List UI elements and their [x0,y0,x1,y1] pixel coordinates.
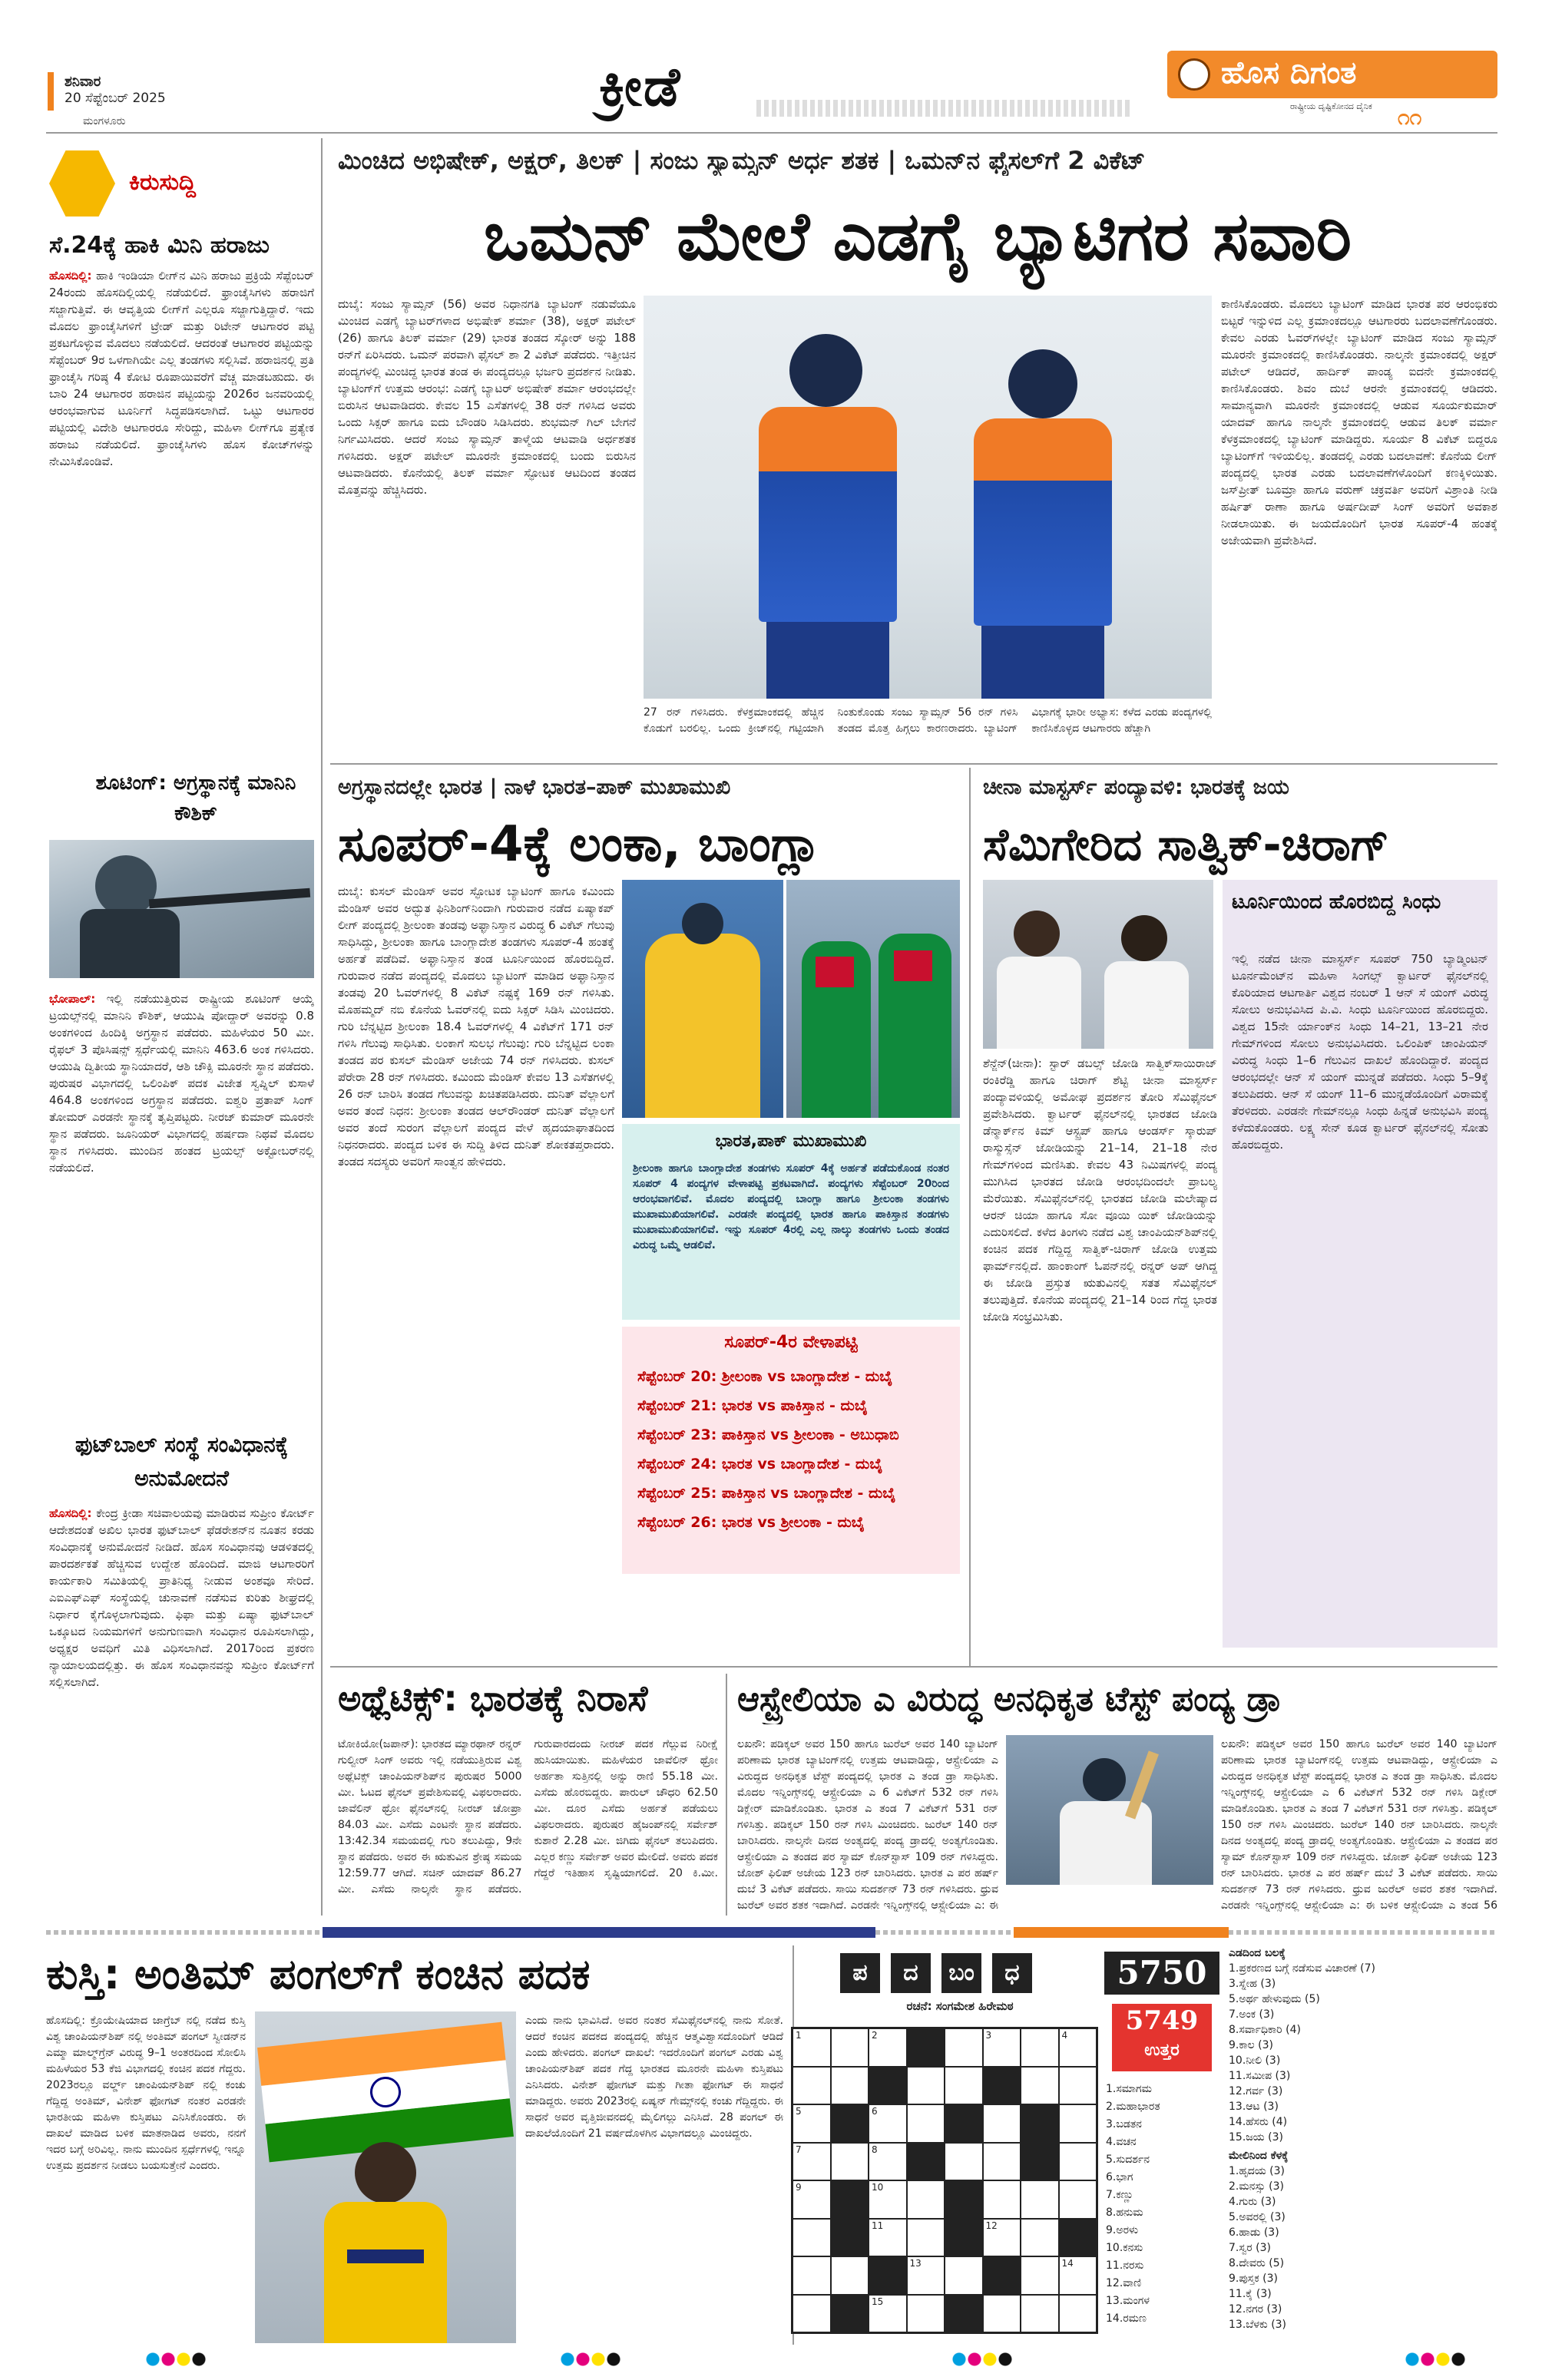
crossword-cell[interactable] [1059,2295,1097,2333]
crossword-cell[interactable] [1059,2028,1097,2067]
kirusuddi-badge [49,147,310,221]
lead-kicker: ಮಿಂಚಿದ ಅಭಿಷೇಕ್, ಅಕ್ಷರ್, ತಿಲಕ್ | ಸಂಜು ಸ್ಯಾಮ್ಸನ್ ಅರ್ಧ ಶತಕ | ಒಮನ್‌ನ ಫೈಸಲ್‌ಗೆ 2 ವಿಕೆಟ್ [338,146,1146,175]
crossword-cell[interactable] [983,2295,1021,2333]
crossword-cell[interactable] [831,2256,869,2295]
masthead-date: 20 ಸೆಪ್ಟೆಂಬರ್ 2025 [65,91,166,106]
crossword-cell-number: 5 [796,2106,802,2117]
bangladesh-photo [786,880,960,1118]
across-clue: 15.ಜಯ (3) [1229,2131,1283,2144]
super4-text: ದುಬೈ: ಕುಸಲ್ ಮೆಂಡಿಸ್ ಅವರ ಸ್ಫೋಟಕ ಬ್ಯಾಟಿಂಗ್ ಹಾಗೂ ಕಮಿಂದು ಮೆಂಡಿಸ್ ಅವರ ಅದ್ಭುತ ಫಿನಿಶಿಂಗ್‌ನಿಂದಾಗಿ ಗುರುವಾರ ನಡೆದ ಏಷ್ಯಾಕಪ್ ಲೀಗ್ ಪಂದ್ಯದಲ್ಲಿ ಶ್ರೀಲಂಕಾ ತಂಡವು ಅಫ್ಘಾನಿಸ್ತಾನ ವಿರುದ್ಧ 6 ವಿಕೆಟ್ ಗೆಲುವು ಸಾಧಿಸಿದ್ದು, ಶ್ರೀಲಂಕಾ ಹಾಗೂ ಬಾಂಗ್ಲಾದೇಶ ತಂಡಗಳು ಸೂಪರ್-4 ಹಂತಕ್ಕೆ ಅರ್ಹತೆ ಪಡೆದಿವೆ. ಅಫ್ಘಾನಿಸ್ತಾನ ತಂಡ ಟೂರ್ನಿಯಿಂದ ಹೊರಬಿದ್ದಿದೆ. ಗುರುವಾರ ನಡೆದ ಪಂದ್ಯದಲ್ಲಿ ಮೊದಲು ಬ್ಯಾಟಿಂಗ್ ಮಾಡಿದ ಅಫ್ಘಾನಿಸ್ತಾನ ತಂಡವು 20 ಓವರ್‌ಗಳಲ್ಲಿ 8 ವಿಕೆಟ್ ನಷ್ಟಕ್ಕೆ 169 ರನ್ ಗಳಿಸಿತು. ಮೊಹಮ್ಮದ್ ನಬಿ ಕೊನೆಯ ಓವರ್‌ನಲ್ಲಿ ಐದು ಸಿಕ್ಸರ್ ಸಿಡಿಸಿ ಮಿಂಚಿದರು. ಗುರಿ ಬೆನ್ನಟ್ಟಿದ ಶ್ರೀಲಂಕಾ 18.4 ಓವರ್‌ಗಳಲ್ಲಿ 4 ವಿಕೆಟ್‌ಗೆ 171 ರನ್ ಗಳಿಸಿ ಗೆಲುವು ಸಾಧಿಸಿತು. ಲಂಕಾಗೆ ಸುಲಭ ಗೆಲುವು: ಗುರಿ ಬೆನ್ನಟ್ಟಿದ ಲಂಕಾ ತಂಡದ ಪರ ಕುಸಲ್ ಮೆಂಡಿಸ್ ಅಜೇಯ 74 ರನ್ ಗಳಿಸಿದರು. ಕುಸಲ್ ಪೆರೇರಾ 28 ರನ್ ಗಳಿಸಿದರು. ಕಮಿಂದು ಮೆಂಡಿಸ್ ಕೇವಲ 13 ಎಸೆತಗಳಲ್ಲಿ 26 ರನ್ ಬಾರಿಸಿ ತಂಡದ ಗೆಲುವನ್ನು ಖಚಿತಪಡಿಸಿದರು. ದುನಿತ್ ವೆಲ್ಲಾಲಗೆ ಅವರ ತಂದೆ ನಿಧನ: ಶ್ರೀಲಂಕಾ ತಂಡದ ಆಲ್‌ರೌಂಡರ್ ದುನಿತ್ ವೆಲ್ಲಾಲಗೆ ಅವರ ತಂದೆ ಸುರಂಗ ವೆಲ್ಲಾಲಗೆ ಪಂದ್ಯದ ವೇಳೆ ಹೃದಯಾಘಾತದಿಂದ ನಿಧನರಾದರು. ಪಂದ್ಯದ ಬಳಿಕ ಈ ಸುದ್ದಿ ತಿಳಿದ ದುನಿತ್ ಶೋಕತಪ್ತರಾದರು. ತಂಡದ ಸದಸ್ಯರು ಅವರಿಗೆ ಸಾಂತ್ವನ ಹೇಳಿದರು. [338,884,614,1169]
crossword-cell[interactable] [793,2143,831,2181]
across-clue: 8.ಸರ್ವಾಧಿಕಾರಿ (4) [1229,2024,1301,2036]
crossword-cell[interactable] [1021,2256,1059,2295]
test-text-left: ಲಖನೌ: ಪಡಿಕ್ಕಲ್ ಅವರ 150 ಹಾಗೂ ಜುರೆಲ್ ಅವರ 140 ಬ್ಯಾಟಿಂಗ್ ಪರಿಣಾಮ ಭಾರತ ಬ್ಯಾಟಿಂಗ್‌ನಲ್ಲಿ ಉತ್ತಮ ಆಟವಾಡಿದ್ದು, ಆಸ್ಟ್ರೇಲಿಯಾ ಎ ವಿರುದ್ಧದ ಅನಧಿಕೃತ ಟೆಸ್ಟ್ ಪಂದ್ಯದಲ್ಲಿ ಭಾರತ ಎ ತಂಡ ಡ್ರಾ ಸಾಧಿಸಿತು. ಮೊದಲ ಇನ್ನಿಂಗ್ಸ್‌ನಲ್ಲಿ ಆಸ್ಟ್ರೇಲಿಯಾ ಎ 6 ವಿಕೆಟ್‌ಗೆ 532 ರನ್ ಗಳಿಸಿ ಡಿಕ್ಲೇರ್ ಮಾಡಿಕೊಂಡಿತು. ಭಾರತ ಎ ತಂಡ 7 ವಿಕೆಟ್‌ಗೆ 531 ರನ್ ಗಳಿಸಿತ್ತು. ಪಡಿಕ್ಕಲ್ 150 ರನ್ ಗಳಿಸಿ ಮಿಂಚಿದರು. ಜುರೆಲ್ 140 ರನ್ ಬಾರಿಸಿದರು. ನಾಲ್ಕನೇ ದಿನದ ಅಂತ್ಯದಲ್ಲಿ ಪಂದ್ಯ ಡ್ರಾದಲ್ಲಿ ಅಂತ್ಯಗೊಂಡಿತು. ಆಸ್ಟ್ರೇಲಿಯಾ ಎ ತಂಡದ ಪರ ಸ್ಯಾಮ್ ಕೊನ್‌ಸ್ಟಾಸ್ 109 ರನ್ ಗಳಿಸಿದ್ದರು. ಜೋಶ್ ಫಿಲಿಪ್ ಅಜೇಯ 123 ರನ್ ಬಾರಿಸಿದರು. ಭಾರತ ಎ ಪರ ಹರ್ಷ್ ದುಬೆ 3 ವಿಕೆಟ್ ಪಡೆದರು. ಸಾಯಿ ಸುದರ್ಶನ್ 73 ರನ್ ಗಳಿಸಿದರು. ಧ್ರುವ ಜುರೆಲ್ ಅವರ ಶತಕ ಇದಾಗಿದೆ. ಎರಡನೇ ಇನ್ನಿಂಗ್ಸ್‌ನಲ್ಲಿ ಆಸ್ಟ್ರೇಲಿಯಾ ಎ: ಈ [737,1738,998,1912]
crossword-cell[interactable] [793,2028,831,2067]
brief-hockey-dateline: ಹೊಸದಿಲ್ಲಿ: [49,269,92,283]
brand-tagline: ರಾಷ್ಟ್ರೀಯ ದೃಷ್ಟಿಕೋನದ ದೈನಿಕ [1290,101,1372,111]
color-strip [46,1927,1497,1938]
schedule-row: ಸೆಪ್ಟೆಂಬರ್ 23: ಪಾಕಿಸ್ತಾನ vs ಶ್ರೀಲಂಕಾ - ಅಬುಧಾಬಿ [637,1426,899,1443]
schedule-row: ಸೆಪ್ಟೆಂಬರ್ 20: ಶ್ರೀಲಂಕಾ vs ಬಾಂಗ್ಲಾದೇಶ - ದುಬೈ [637,1368,893,1385]
crossword-cell[interactable] [869,2219,907,2257]
left-col-rule [321,138,323,1916]
mid-clue: 12.ವಾಣಿ [1106,2277,1142,2289]
crossword-cell-number: 9 [796,2182,802,2193]
crossword-cell[interactable] [907,2067,945,2105]
athletics-rule [726,1674,727,1916]
crossword-block [869,2256,907,2295]
across-clue: 12.ಗರ್ವ (3) [1229,2085,1283,2097]
schedule-list [627,1362,957,1537]
brief-hockey-body: ಹಾಕಿ ಇಂಡಿಯಾ ಲೀಗ್‌ನ ಮಿನಿ ಹರಾಜು ಪ್ರಕ್ರಿಯೆ ಸೆಪ್ಟೆಂಬರ್ 24ರಂದು ಹೊಸದಿಲ್ಲಿಯಲ್ಲಿ ನಡೆಯಲಿದೆ. ಫ್ರಾಂಚೈಸಿಗಳು ಹರಾಜಿಗೆ ಸಜ್ಜಾಗುತ್ತಿವೆ. ಈ ಆವೃತ್ತಿಯ ಲೀಗ್‌ಗೆ ಎಲ್ಲರೂ ಸಜ್ಜಾಗುತ್ತಿದ್ದಾರೆ. ಇದು ಮೊದಲ ಫ್ರಾಂಚೈಸಿಗಳಿಗೆ ಟ್ರೇಡ್ ಮತ್ತು ರಿಟೇನ್ ಆಟಗಾರರ ಪಟ್ಟಿ ಪ್ರಕಟಗೊಳ್ಳುವ ಮೊದಲು ನಡೆಯಲಿದೆ. ಆದರಂತೆ ಆಟಗಾರರ ಪಟ್ಟಿಯನ್ನು ಸೆಪ್ಟೆಂಬರ್ 9ರ ಒಳಗಾಗಿಯೇ ಎಲ್ಲ ತಂಡಗಳು ಸಲ್ಲಿಸಿವೆ. ಹರಾಜಿನಲ್ಲಿ ಪ್ರತಿ ಫ್ರಾಂಚೈಸಿ ಗರಿಷ್ಠ 4 ಕೋಟಿ ರೂಪಾಯಿವರೆಗೆ ವೆಚ್ಚ ಮಾಡಬಹುದು. ಈ ಬಾರಿ 24 ಆಟಗಾರರ ಹರಾಜಿನ ಪಟ್ಟಿಯನ್ನು 2026ರ ಜನವರಿಯಲ್ಲಿ ಆರಂಭವಾಗುವ ಟೂರ್ನಿಗೆ ಸಿದ್ಧಪಡಿಸಲಾಗಿದೆ. ಒಟ್ಟು ಆಟಗಾರರ ಪಟ್ಟಿಯಲ್ಲಿ ವಿದೇಶಿ ಆಟಗಾರರೂ ಸೇರಿದ್ದು, ಮಹಿಳಾ ಲೀಗ್‌ಗೂ ಪ್ರತ್ಯೇಕ ಹರಾಜು ನಡೆಯಲಿದೆ. ಫ್ರಾಂಚೈಸಿಗಳು ಹೊಸ ಕೋಚ್‌ಗಳನ್ನು ನೇಮಿಸಿಕೊಂಡಿವೆ. [49,269,314,468]
down-clue: 9.ಪುಸ್ತಕ (3) [1229,2273,1278,2285]
crossword-cell[interactable] [983,2143,1021,2181]
crossword-cell[interactable] [1021,2028,1059,2067]
mid-clue: 1.ಸಮಾಗಮ [1106,2083,1152,2095]
accent-bar [48,72,54,111]
down-clue: 8.ದೇವರು (5) [1229,2257,1285,2269]
crossword-block [907,2143,945,2181]
crossword-cell[interactable] [793,2104,831,2143]
down-clue: 4.ಗುರು (3) [1229,2196,1276,2208]
schedule-row: ಸೆಪ್ಟೆಂಬರ್ 24: ಭಾರತ vs ಬಾಂಗ್ಲಾದೇಶ - ದುಬೈ [637,1456,883,1473]
lead-headline: ಒಮನ್ ಮೇಲೆ ಎಡಗೈ ಬ್ಯಾಟಿಗರ ಸವಾರಿ [483,197,1352,276]
down-clue: 2.ಮನಸ್ಸು (3) [1229,2180,1284,2193]
crossword-cell-number: 11 [872,2220,884,2231]
crossword-clues [1229,1945,1497,2345]
mid-clue: 13.ಮಂಗಳ [1106,2295,1150,2307]
brand-box [1167,51,1497,98]
crossword-cell[interactable] [869,2104,907,2143]
crossword-cell[interactable] [869,2180,907,2219]
schedule-row: ಸೆಪ್ಟೆಂಬರ್ 25: ಪಾಕಿಸ್ತಾನ vs ಬಾಂಗ್ಲಾದೇಶ - ದುಬೈ [637,1485,896,1502]
crossword-cell[interactable] [1021,2180,1059,2219]
mid-clue: 3.ಬಡತನ [1106,2118,1142,2130]
crossword-block [831,2180,869,2219]
crossword-cell[interactable] [907,2180,945,2219]
badminton-kicker: ಚೀನಾ ಮಾಸ್ಟರ್ಸ್ ಪಂದ್ಯಾವಳಿ: ಭಾರತಕ್ಕೆ ಜಯ [983,775,1289,799]
brief-football-title: ಫುಟ್‌ಬಾಲ್ ಸಂಸ್ಥೆ ಸಂವಿಧಾನಕ್ಕೆ ಅನುಮೋದನೆ [74,1432,289,1491]
test-headline: ಆಸ್ಟ್ರೇಲಿಯಾ ಎ ವಿರುದ್ಧ ಅನಧಿಕೃತ ಟೆಸ್ಟ್ ಪಂದ್ಯ ಡ್ರಾ [737,1680,1282,1719]
sindhu-box-text: ಇಲ್ಲಿ ನಡೆದ ಚೀನಾ ಮಾಸ್ಟರ್ಸ್ ಸೂಪರ್ 750 ಬ್ಯಾಡ್ಮಿಂಟನ್ ಟೂರ್ನಮೆಂಟ್‌ನ ಮಹಿಳಾ ಸಿಂಗಲ್ಸ್ ಕ್ವಾರ್ಟರ್ ಫೈನಲ್‌ನಲ್ಲಿ ಕೊರಿಯಾದ ಆಟಗಾರ್ತಿ ವಿಶ್ವದ ನಂಬರ್ 1 ಆನ್ ಸೆ ಯಂಗ್ ವಿರುದ್ಧ ಸೋಲು ಅನುಭವಿಸಿದ ಪಿ.ವಿ. ಸಿಂಧು ಟೂರ್ನಿಯಿಂದ ಹೊರಬಿದ್ದರು. ವಿಶ್ವದ 15ನೇ ರ್ಯಾಂಕ್‌ನ ಸಿಂಧು 14–21, 13–21 ನೇರ ಗೇಮ್‌ಗಳಿಂದ ಸೋಲು ಅನುಭವಿಸಿದರು. ಒಲಿಂಪಿಕ್ ಚಾಂಪಿಯನ್ ವಿರುದ್ಧ ಸಿಂಧು 1–6 ಗೆಲುವಿನ ದಾಖಲೆ ಹೊಂದಿದ್ದಾರೆ. ಪಂದ್ಯದ ಆರಂಭದಲ್ಲೇ ಆನ್ ಸೆ ಯಂಗ್ ಮುನ್ನಡೆ ಪಡೆದರು. ಸಿಂಧು 5–9ಕ್ಕೆ ತಲುಪಿದರು. ಆನ್ ಸೆ ಯಂಗ್ 11–6 ಮುನ್ನಡೆಯೊಂದಿಗೆ ವಿರಾಮಕ್ಕೆ ತೆರಳಿದರು. ಎರಡನೇ ಗೇಮ್‌ನಲ್ಲೂ ಸಿಂಧು ಹಿನ್ನಡೆ ಅನುಭವಿಸಿ ಪಂದ್ಯ ಕಳೆದುಕೊಂಡರು. ಲಕ್ಷ್ಯ ಸೇನ್ ಕೂಡ ಕ್ವಾರ್ಟರ್ ಫೈನಲ್‌ನಲ್ಲಿ ಸೋತು ಹೊರಬಿದ್ದರು. [1232,952,1488,1152]
answer-badge-label: ಉತ್ತರ [1144,2041,1180,2060]
lead-bottom-rule [330,763,1497,765]
mid-clue: 14.ರಮಣ [1106,2312,1147,2325]
crossword-cell[interactable] [945,2028,983,2067]
mid-col-rule [969,768,971,1666]
crossword-block [831,2219,869,2257]
crossword-block [983,2067,1021,2105]
across-clue: 3.ಸ್ನೇಹ (3) [1229,1978,1276,1990]
crossword-author: ರಚನೆ: ಸಂಗಮೇಶ ಹಿರೇಮಠ [906,1999,1014,2013]
crossword-cell[interactable] [945,2143,983,2181]
down-clue: 13.ಬೆಳಕು (3) [1229,2319,1287,2331]
answer-badge-number: 5749 [1125,2005,1199,2036]
across-clue: 9.ಕಾಲ (3) [1229,2039,1273,2051]
mid-clue: 8.ಹನುಮ [1106,2206,1143,2219]
down-clue: 12.ನಗರ (3) [1229,2303,1282,2316]
mid-bottom-rule [330,1666,1497,1668]
brief-football-text [49,1505,314,1912]
wrestler-photo [255,2011,516,2343]
mid-clue: 11.ನರಸು [1106,2259,1144,2272]
crossword-cell[interactable] [1021,2067,1059,2105]
crossword-cell[interactable] [983,2104,1021,2143]
crossword-cell[interactable] [1021,2295,1059,2333]
badminton-headline: ಸೆಮಿಗೇರಿದ ಸಾತ್ವಿಕ್-ಚಿರಾಗ್ [983,818,1389,871]
crossword-block [945,2104,983,2143]
across-clue: 13.ಆಟ (3) [1229,2101,1279,2113]
across-clue: 11.ಸಮೀಪ (3) [1229,2070,1291,2082]
crossword-block [945,2295,983,2333]
crossword-cell-number: 15 [872,2296,884,2307]
lead-photo [644,296,1212,699]
crossword-cell[interactable] [831,2028,869,2067]
crossword-cell-number: 4 [1061,2030,1068,2041]
brief-football-body: ಕೇಂದ್ರ ಕ್ರೀಡಾ ಸಚಿವಾಲಯವು ಮಾಡಿರುವ ಸುಪ್ರೀಂ ಕೋರ್ಟ್ ಆದೇಶದಂತೆ ಅಖಿಲ ಭಾರತ ಫುಟ್‌ಬಾಲ್ ಫೆಡರೇಶನ್‌ನ ನೂತನ ಕರಡು ಸಂವಿಧಾನಕ್ಕೆ ಅನುಮೋದನೆ ನೀಡಿದೆ. ಹೊಸ ಸಂವಿಧಾನವು ಆಡಳಿತದಲ್ಲಿ ಪಾರದರ್ಶಕತೆ ಹೆಚ್ಚಿಸುವ ಉದ್ದೇಶ ಹೊಂದಿದೆ. ಮಾಜಿ ಆಟಗಾರರಿಗೆ ಕಾರ್ಯಕಾರಿ ಸಮಿತಿಯಲ್ಲಿ ಪ್ರಾತಿನಿಧ್ಯ ನೀಡುವ ಅಂಶವೂ ಸೇರಿದೆ. ಎಐಎಫ್‌ಎಫ್ ಸಂಸ್ಥೆಯಲ್ಲಿ ಚುನಾವಣೆ ನಡೆಸುವ ಕುರಿತು ಶೀಘ್ರದಲ್ಲಿ ನಿರ್ಧಾರ ಕೈಗೊಳ್ಳಲಾಗುವುದು. ಫಿಫಾ ಮತ್ತು ಏಷ್ಯಾ ಫುಟ್‌ಬಾಲ್ ಒಕ್ಕೂಟದ ನಿಯಮಗಳಿಗೆ ಅನುಗುಣವಾಗಿ ಸಂವಿಧಾನ ರೂಪಿಸಲಾಗಿದ್ದು, ಅಧ್ಯಕ್ಷರ ಅವಧಿಗೆ ಮಿತಿ ವಿಧಿಸಲಾಗಿದೆ. 2017ರಿಂದ ಪ್ರಕರಣ ನ್ಯಾಯಾಲಯದಲ್ಲಿತ್ತು. ಈ ಹೊಸ ಸಂವಿಧಾನವನ್ನು ಸುಪ್ರೀಂ ಕೋರ್ಟ್‌ಗೆ ಸಲ್ಲಿಸಲಾಗಿದೆ. [49,1506,314,1689]
crossword-letter-box: ದ [891,1953,931,1993]
brief-hockey-title: ಸೆ.24ಕ್ಕೆ ಹಾಕಿ ಮಿನಿ ಹರಾಜು [49,232,270,259]
sindhu-box [1223,880,1497,1648]
masthead-rule [756,100,1133,117]
brand-name: ಹೊಸ ದಿಗಂತ [1221,55,1357,91]
down-clue: 7.ಸ್ವರ (3) [1229,2242,1271,2254]
test-text-right [1221,1737,1497,1913]
crossword-cell[interactable] [869,2143,907,2181]
athletics-headline: ಅಥ್ಲೆಟಿಕ್ಸ್: ಭಾರತಕ್ಕೆ ನಿರಾಸೆ [338,1678,648,1719]
crossword-cell[interactable] [793,2256,831,2295]
schedule-row: ಸೆಪ್ಟೆಂಬರ್ 21: ಭಾರತ vs ಪಾಕಿಸ್ತಾನ - ದುಬೈ [637,1397,868,1414]
crossword-block [945,2219,983,2257]
mid-clue: 6.ಭಾಗ [1106,2171,1133,2183]
brief-hockey-text [49,267,314,739]
crossword-block [1021,2143,1059,2181]
super4-headline: ಸೂಪರ್-4ಕ್ಕೆ ಲಂಕಾ, ಬಾಂಗ್ಲಾ [338,816,821,873]
masthead [0,0,1542,130]
crossword-cell[interactable] [983,2180,1021,2219]
test-text-right-body: ಲಖನೌ: ಪಡಿಕ್ಕಲ್ ಅವರ 150 ಹಾಗೂ ಜುರೆಲ್ ಅವರ 140 ಬ್ಯಾಟಿಂಗ್ ಪರಿಣಾಮ ಭಾರತ ಬ್ಯಾಟಿಂಗ್‌ನಲ್ಲಿ ಉತ್ತಮ ಆಟವಾಡಿದ್ದು, ಆಸ್ಟ್ರೇಲಿಯಾ ಎ ವಿರುದ್ಧದ ಅನಧಿಕೃತ ಟೆಸ್ಟ್ ಪಂದ್ಯದಲ್ಲಿ ಭಾರತ ಎ ತಂಡ ಡ್ರಾ ಸಾಧಿಸಿತು. ಮೊದಲ ಇನ್ನಿಂಗ್ಸ್‌ನಲ್ಲಿ ಆಸ್ಟ್ರೇಲಿಯಾ ಎ 6 ವಿಕೆಟ್‌ಗೆ 532 ರನ್ ಗಳಿಸಿ ಡಿಕ್ಲೇರ್ ಮಾಡಿಕೊಂಡಿತು. ಭಾರತ ಎ ತಂಡ 7 ವಿಕೆಟ್‌ಗೆ 531 ರನ್ ಗಳಿಸಿತ್ತು. ಪಡಿಕ್ಕಲ್ 150 ರನ್ ಗಳಿಸಿ ಮಿಂಚಿದರು. ಜುರೆಲ್ 140 ರನ್ ಬಾರಿಸಿದರು. ನಾಲ್ಕನೇ ದಿನದ ಅಂತ್ಯದಲ್ಲಿ ಪಂದ್ಯ ಡ್ರಾದಲ್ಲಿ ಅಂತ್ಯಗೊಂಡಿತು. ಆಸ್ಟ್ರೇಲಿಯಾ ಎ ತಂಡದ ಪರ ಸ್ಯಾಮ್ ಕೊನ್‌ಸ್ಟಾಸ್ 109 ರನ್ ಗಳಿಸಿದ್ದರು. ಜೋಶ್ ಫಿಲಿಪ್ ಅಜೇಯ 123 ರನ್ ಬಾರಿಸಿದರು. ಭಾರತ ಎ ಪರ ಹರ್ಷ್ ದುಬೆ 3 ವಿಕೆಟ್ ಪಡೆದರು. ಸಾಯಿ ಸುದರ್ಶನ್ 73 ರನ್ ಗಳಿಸಿದರು. ಧ್ರುವ ಜುರೆಲ್ ಅವರ ಶತಕ ಇದಾಗಿದೆ. ಎರಡನೇ ಇನ್ನಿಂಗ್ಸ್‌ನಲ್ಲಿ ಆಸ್ಟ್ರೇಲಿಯಾ ಎ: ಈ ಬಳಿಕ ಆಸ್ಟ್ರೇಲಿಯಾ ಎ ತಂಡ 56 [1221,1738,1497,1912]
crossword-block [945,2180,983,2219]
crossword-cell-number: 10 [872,2182,884,2193]
indpak-box [622,1124,960,1320]
crossword-cell[interactable] [869,2028,907,2067]
masthead-day: ಶನಿವಾರ [65,74,101,90]
indpak-box-text: ಶ್ರೀಲಂಕಾ ಹಾಗೂ ಬಾಂಗ್ಲಾದೇಶ ತಂಡಗಳು ಸೂಪರ್ 4ಕ್ಕೆ ಅರ್ಹತೆ ಪಡೆದುಕೊಂಡ ನಂತರ ಸೂಪರ್ 4 ಪಂದ್ಯಗಳ ವೇಳಾಪಟ್ಟಿ ಪ್ರಕಟವಾಗಿದೆ. ಪಂದ್ಯಗಳು ಸೆಪ್ಟೆಂಬರ್ 20ರಿಂದ ಆರಂಭವಾಗಲಿವೆ. ಮೊದಲ ಪಂದ್ಯದಲ್ಲಿ ಬಾಂಗ್ಲಾ ಹಾಗೂ ಶ್ರೀಲಂಕಾ ತಂಡಗಳು ಮುಖಾಮುಖಿಯಾಗಲಿವೆ. ಎರಡನೇ ಪಂದ್ಯದಲ್ಲಿ ಭಾರತ ಹಾಗೂ ಪಾಕಿಸ್ತಾನ ತಂಡಗಳು ಮುಖಾಮುಖಿಯಾಗಲಿವೆ. ಇನ್ನು ಸೂಪರ್ 4ರಲ್ಲಿ ಎಲ್ಲ ನಾಲ್ಕು ತಂಡಗಳು ಒಂದು ತಂಡದ ವಿರುದ್ಧ ಒಮ್ಮೆ ಆಡಲಿವೆ. [633,1162,949,1251]
crossword-block [907,2028,945,2067]
crossword-block [831,2295,869,2333]
badminton-photo [983,880,1213,1049]
crossword-cell-number: 13 [909,2258,922,2269]
mid-clue: 7.ಕಣ್ಣು [1106,2189,1134,2201]
down-title: ಮೇಲಿನಿಂದ ಕೆಳಕ್ಕೆ [1229,2150,1289,2162]
crossword-cell-number: 2 [872,2030,878,2041]
crossword-cell[interactable] [793,2067,831,2105]
crossword-cell[interactable] [983,2219,1021,2257]
crossword-cell[interactable] [793,2219,831,2257]
crossword-cell-number: 1 [796,2030,802,2041]
mid-clue: 10.ಕನಸು [1106,2242,1143,2254]
crossword-block [869,2067,907,2105]
player-right [966,349,1120,699]
crossword-cell-number: 6 [872,2106,878,2117]
srilanka-photo [622,880,783,1118]
across-title: ಎಡದಿಂದ ಬಲಕ್ಕೆ [1229,1947,1286,1959]
athletics-text: ಟೋಕಿಯೋ(ಜಪಾನ್): ಭಾರತದ ಮ್ಯಾರಥಾನ್ ರನ್ನರ್ ಗುಲ್ವೀರ್ ಸಿಂಗ್ ಅವರು ಇಲ್ಲಿ ನಡೆಯುತ್ತಿರುವ ವಿಶ್ವ ಅಥ್ಲೆಟಿಕ್ಸ್ ಚಾಂಪಿಯನ್‌ಶಿಪ್‌ನ ಪುರುಷರ 5000 ಮೀ. ಓಟದ ಫೈನಲ್ ಪ್ರವೇಶಿಸುವಲ್ಲಿ ವಿಫಲರಾದರು. ಜಾವೆಲಿನ್ ಥ್ರೋ ಫೈನಲ್‌ನಲ್ಲಿ ನೀರಜ್ ಚೋಪ್ರಾ 84.03 ಮೀ. ಎಸೆದು ಎಂಟನೇ ಸ್ಥಾನ ಪಡೆದರು. 13:42.34 ಸಮಯದಲ್ಲಿ ಗುರಿ ತಲುಪಿದ್ದು, 9ನೇ ಸ್ಥಾನ ಪಡೆದರು. ಅವರ ಈ ಋತುವಿನ ಶ್ರೇಷ್ಠ ಸಮಯ 12:59.77 ಆಗಿದೆ. ಸಚಿನ್ ಯಾದವ್ 86.27 ಮೀ. ಎಸೆದು ನಾಲ್ಕನೇ ಸ್ಥಾನ ಪಡೆದರು. ಗುರುವಾರದಂದು ನೀರಜ್ ಪದಕ ಗೆಲ್ಲುವ ನಿರೀಕ್ಷೆ ಹುಸಿಯಾಯಿತು. ಮಹಿಳೆಯರ ಜಾವೆಲಿನ್ ಥ್ರೋ ಅರ್ಹತಾ ಸುತ್ತಿನಲ್ಲಿ ಅನ್ನು ರಾಣಿ 55.18 ಮೀ. ಎಸೆದು ಹೊರಬಿದ್ದರು. ಪಾರುಲ್ ಚೌಧರಿ 62.50 ಮೀ. ದೂರ ಎಸೆದು ಅರ್ಹತೆ ಪಡೆಯಲು ವಿಫಲರಾದರು. ಪುರುಷರ ಹೈಜಂಪ್‌ನಲ್ಲಿ ಸರ್ವೇಶ್ ಕುಶಾರೆ 2.28 ಮೀ. ಜಿಗಿದು ಫೈನಲ್ ತಲುಪಿದರು. ಎಲ್ಲರ ಕಣ್ಣು ಸರ್ವೇಶ್ ಅವರ ಮೇಲಿದೆ. ಅವರು ಪದಕ ಗೆದ್ದರೆ ಇತಿಹಾಸ ಸೃಷ್ಟಿಯಾಗಲಿದೆ. 20 ಕಿ.ಮೀ. [338,1738,718,1896]
across-clue: 5.ಅರ್ಥ ಹೇಳುವುದು (5) [1229,1993,1320,2005]
crossword-cell[interactable] [907,2219,945,2257]
shooter-photo [49,840,314,978]
crossword-cell[interactable] [793,2180,831,2219]
brief-shooting-text [49,990,314,1405]
kirusuddi-label: ಕಿರುಸುದ್ದಿ [129,169,197,196]
super4-kicker: ಅಗ್ರಸ್ಥಾನದಲ್ಲೇ ಭಾರತ | ನಾಳೆ ಭಾರತ–ಪಾಕ್ ಮುಖಾಮುಖಿ [338,775,731,799]
wrestling-col1: ಹೊಸದಿಲ್ಲಿ: ಕ್ರೊಯೇಷಿಯಾದ ಜಾಗ್ರೆಬ್ ನಲ್ಲಿ ನಡೆದ ಕುಸ್ತಿ ವಿಶ್ವ ಚಾಂಪಿಯನ್‌ಶಿಪ್‌ ನಲ್ಲಿ ಅಂತಿಮ್ ಪಂಗಲ್ ಸ್ವೀಡನ್‌ನ ಎಮ್ಮಾ ಮಾಲ್ಮ್‌ಗ್ರೆನ್ ವಿರುದ್ಧ 9–1 ಅಂತರದಿಂದ ಸೋಲಿಸಿ ಮಹಿಳೆಯರ 53 ಕೆಜಿ ವಿಭಾಗದಲ್ಲಿ ಕಂಚಿನ ಪದಕ ಗೆದ್ದರು. 2023ರಲ್ಲೂ ವರ್ಲ್ಡ್ ಚಾಂಪಿಯನ್‌ಶಿಪ್ ನಲ್ಲಿ ಕಂಚು ಗೆದ್ದಿದ್ದ ಅಂತಿಮ್, ವಿನೇಶ್ ಫೋಗಟ್ ನಂತರ ಎರಡನೇ ಭಾರತೀಯ ಮಹಿಳಾ ಕುಸ್ತಿಪಟು ಎನಿಸಿಕೊಂಡರು. ಈ ದಾಖಲೆ ಮಾಡಿದ ಬಳಿಕ ಮಾತನಾಡಿದ ಅವರು, ನನಗೆ ಇದರ ಬಗ್ಗೆ ಅರಿವಿಲ್ಲ. ನಾನು ಮುಂದಿನ ಸ್ಪರ್ಧೆಗಳಲ್ಲಿ ಇನ್ನೂ ಉತ್ತಮ ಪ್ರದರ್ಶನ ನೀಡಲು ಬಯಸುತ್ತೇನೆ ಎಂದರು. [46,2015,246,2172]
down-clue: 1.ಹೃದಯ (3) [1229,2165,1286,2177]
crossword-cell[interactable] [1021,2219,1059,2257]
crossword-title [806,1950,1098,1996]
crossword-cell[interactable] [869,2295,907,2333]
indpak-box-title: ಭಾರತ,ಪಾಕ್ ಮುಖಾಮುಖಿ [715,1132,867,1151]
hand-icon [49,150,115,217]
lead-col2: ಕಾಣಿಸಿಕೊಂಡರು. ಮೊದಲು ಬ್ಯಾಟಿಂಗ್ ಮಾಡಿದ ಭಾರತ ಪರ ಆರಂಭಿಕರು ಬಿಟ್ಟರೆ ಇನ್ನುಳಿದ ಎಲ್ಲ ಕ್ರಮಾಂಕದಲ್ಲೂ ಆಟಗಾರರು ಬದಲಾವಣೆಗೊಂಡರು. ಕೇವಲ ಎರಡು ಓವರ್‌ಗಳಲ್ಲೇ ಬ್ಯಾಟಿಂಗ್ ಮಾಡಿದ ಸಂಜು ಸ್ಯಾಮ್ಸನ್ ಮೂರನೇ ಕ್ರಮಾಂಕದಲ್ಲಿ ಕಾಣಿಸಿಕೊಂಡರು. ನಾಲ್ಕನೇ ಕ್ರಮಾಂಕದಲ್ಲಿ ಅಕ್ಷರ್ ಪಟೇಲ್ ಆಡಿದರೆ, ಹಾರ್ದಿಕ್ ಪಾಂಡ್ಯ ಐದನೇ ಕ್ರಮಾಂಕದಲ್ಲಿ ಕಾಣಿಸಿಕೊಂಡರು. ಶಿವಂ ದುಬೆ ಆರನೇ ಕ್ರಮಾಂಕದಲ್ಲಿ ಆಡಿದರು. ಸಾಮಾನ್ಯವಾಗಿ ಮೂರನೇ ಕ್ರಮಾಂಕದಲ್ಲಿ ಆಡುವ ಸೂರ್ಯಕುಮಾರ್ ಯಾದವ್ ಹಾಗೂ ನಾಲ್ಕನೇ ಕ್ರಮಾಂಕದಲ್ಲಿ ಆಡುವ ತಿಲಕ್ ವರ್ಮಾ ಕೆಳಕ್ರಮಾಂಕದಲ್ಲಿ ಬ್ಯಾಟಿಂಗ್ ಮಾಡಿದ್ದರು. ಸೂರ್ಯ 8 ವಿಕೆಟ್ ಬಿದ್ದರೂ ಬ್ಯಾಟಿಂಗ್‌ಗೆ ಇಳಿಯಲಿಲ್ಲ. ತಂಡದಲ್ಲಿ ಎರಡು ಬದಲಾವಣೆ: ಕೊನೆಯ ಲೀಗ್ ಪಂದ್ಯದಲ್ಲಿ ಭಾರತ ಎರಡು ಬದಲಾವಣೆಗಳೊಂದಿಗೆ ಕಣಕ್ಕಿಳಿಯಿತು. ಜಸ್‌ಪ್ರೀತ್ ಬೂಮ್ರಾ ಹಾಗೂ ವರುಣ್ ಚಕ್ರವರ್ತಿ ಅವರಿಗೆ ವಿಶ್ರಾಂತಿ ನೀಡಿ ಹರ್ಷಿತ್ ರಾಣಾ ಹಾಗೂ ಅರ್ಷದೀಪ್ ಸಿಂಗ್ ಅವರಿಗೆ ಅವಕಾಶ ನೀಡಲಾಯಿತು. ಈ ಜಯದೊಂದಿಗೆ ಭಾರತ ಸೂಪರ್-4 ಹಂತಕ್ಕೆ ಅಜೇಯವಾಗಿ ಪ್ರವೇಶಿಸಿದೆ. [1221,297,1497,547]
flag-icon [257,2022,514,2163]
mid-clue: 9.ಅರಳು [1106,2224,1139,2236]
crossword-cell[interactable] [907,2295,945,2333]
test-photo [1006,1735,1213,1885]
crossword-letter-box: ಬಂ [941,1953,981,1993]
crossword-cell-number: 3 [985,2030,992,2041]
sindhu-box-title: ಟೂರ್ನಿಯಿಂದ ಹೊರಬಿದ್ದ ಸಿಂಧು [1232,891,1441,914]
crossword-cell[interactable] [945,2067,983,2105]
brief-football-dateline: ಹೊಸದಿಲ್ಲಿ: [49,1506,92,1520]
crossword-cell[interactable] [945,2256,983,2295]
crossword-cell[interactable] [831,2067,869,2105]
crossword-block [1059,2219,1097,2257]
lead-col1: ದುಬೈ: ಸಂಜು ಸ್ಯಾಮ್ಸನ್ (56) ಅವರ ನಿಧಾನಗತಿ ಬ್ಯಾಟಿಂಗ್ ನಡುವೆಯೂ ಮಿಂಚಿದ ಎಡಗೈ ಬ್ಯಾಟರ್‌ಗಳಾದ ಅಭಿಷೇಕ್ ಶರ್ಮಾ (38), ಅಕ್ಷರ್ ಪಟೇಲ್ (26) ಹಾಗೂ ತಿಲಕ್ ವರ್ಮಾ (29) ಭಾರತ ತಂಡದ ಸ್ಕೋರ್ ಅನ್ನು 188 ರನ್‌ಗೆ ಏರಿಸಿದರು. ಒಮನ್ ಪರವಾಗಿ ಫೈಸಲ್ ಶಾ 2 ವಿಕೆಟ್ ಪಡೆದರು. ಇತ್ತೀಚಿನ ಪಂದ್ಯಗಳಲ್ಲಿ ಮಿಂಚಿದ್ದ ಭಾರತ ತಂಡ ಈ ಪಂದ್ಯದಲ್ಲೂ ಭರ್ಜರಿ ಪ್ರದರ್ಶನ ನೀಡಿತು. ಬ್ಯಾಟಿಂಗ್‌ಗೆ ಉತ್ತಮ ಆರಂಭ: ಎಡಗೈ ಬ್ಯಾಟರ್ ಅಭಿಷೇಕ್ ಶರ್ಮಾ ಆರಂಭದಲ್ಲೇ ಬಿರುಸಿನ ಆಟವಾಡಿದರು. ಕೇವಲ 15 ಎಸೆತಗಳಲ್ಲಿ 38 ರನ್ ಗಳಿಸಿದ ಅವರು ಒಂದು ಸಿಕ್ಸರ್ ಹಾಗೂ ಐದು ಬೌಂಡರಿ ಸಿಡಿಸಿದರು. ಶುಭಮನ್ ಗಿಲ್ ಬೇಗನೆ ನಿರ್ಗಮಿಸಿದರು. ಆದರೆ ಸಂಜು ಸ್ಯಾಮ್ಸನ್ ತಾಳ್ಮೆಯ ಆಟವಾಡಿ ಅರ್ಧಶತಕ ಗಳಿಸಿದರು. ಅಕ್ಷರ್ ಪಟೇಲ್ ಮೂರನೇ ಕ್ರಮಾಂಕದಲ್ಲಿ ಬಂದು ಬಿರುಸಿನ ಆಟವಾಡಿದರು. ಕೊನೆಯಲ್ಲಿ ತಿಲಕ್ ವರ್ಮಾ ಸ್ಫೋಟಕ ಆಟದಿಂದ ತಂಡದ ಮೊತ್ತವನ್ನು ಹೆಚ್ಚಿಸಿದರು. [338,297,636,497]
answer-badge [1112,2004,1212,2071]
page-number: ೧೧ [1398,104,1422,130]
crossword-cell[interactable] [831,2143,869,2181]
crossword-cell[interactable] [1059,2143,1097,2181]
schedule-box [622,1327,960,1574]
across-clue: 14.ಹೆಸರು (4) [1229,2116,1288,2128]
crossword-cell[interactable] [793,2295,831,2333]
crossword-block [1021,2104,1059,2143]
crossword-cell[interactable] [907,2104,945,2143]
crossword-block [831,2104,869,2143]
crossword-cell[interactable] [1059,2104,1097,2143]
schedule-title: ಸೂಪರ್-4ರ ವೇಳಾಪಟ್ಟಿ [724,1333,858,1352]
down-clue: 6.ಹಾಡು (3) [1229,2226,1279,2239]
player-left [751,334,905,699]
crossword-cell-number: 12 [985,2220,998,2231]
crossword-mid-clues [1106,2081,1221,2349]
down-clue: 5.ಅವರಲ್ಲಿ (3) [1229,2211,1286,2223]
across-clue: 1.ಪ್ರಕರಣದ ಬಗ್ಗೆ ನಡೆಸುವ ವಿಚಾರಣೆ (7) [1229,1962,1375,1975]
mid-clue: 4.ವಚನ [1106,2136,1137,2148]
masthead-city: ಮಂಗಳೂರು [83,115,126,127]
crossword-cell[interactable] [1059,2180,1097,2219]
across-clue: 7.ಅಂಕ (3) [1229,2008,1275,2021]
crossword-cell[interactable] [983,2028,1021,2067]
badminton-text: ಶೆನ್ಜೆನ್(ಚೀನಾ): ಸ್ಟಾರ್ ಡಬಲ್ಸ್ ಜೋಡಿ ಸಾತ್ವಿಕ್‌ಸಾಯಿರಾಜ್ ರಂಕಿರೆಡ್ಡಿ ಹಾಗೂ ಚಿರಾಗ್ ಶೆಟ್ಟಿ ಚೀನಾ ಮಾಸ್ಟರ್ಸ್ ಪಂದ್ಯಾವಳಿಯಲ್ಲಿ ಅಮೋಘ ಪ್ರದರ್ಶನ ತೋರಿ ಸೆಮಿಫೈನಲ್ ಪ್ರವೇಶಿಸಿದರು. ಕ್ವಾರ್ಟರ್ ಫೈನಲ್‌ನಲ್ಲಿ ಭಾರತದ ಜೋಡಿ ಡೆನ್ಮಾರ್ಕ್‌ನ ಕಿಮ್ ಆಸ್ಟ್ರಪ್ ಹಾಗೂ ಆಂಡರ್ಸ್ ಸ್ಕಾರುಪ್ ರಾಸ್ಮುಸ್ಸೆನ್ ಜೋಡಿಯನ್ನು 21–14, 21–18 ನೇರ ಗೇಮ್‌ಗಳಿಂದ ಮಣಿಸಿತು. ಕೇವಲ 43 ನಿಮಿಷಗಳಲ್ಲಿ ಪಂದ್ಯ ಮುಗಿಸಿದ ಭಾರತದ ಜೋಡಿ ಆರಂಭದಿಂದಲೇ ಪ್ರಾಬಲ್ಯ ಮೆರೆಯಿತು. ಸೆಮಿಫೈನಲ್‌ನಲ್ಲಿ ಭಾರತದ ಜೋಡಿ ಮಲೇಷ್ಯಾದ ಆರನ್ ಚಿಯಾ ಹಾಗೂ ಸೋ ವೂಯಿ ಯಿಕ್ ಜೋಡಿಯನ್ನು ಎದುರಿಸಲಿದೆ. ಕಳೆದ ತಿಂಗಳು ನಡೆದ ವಿಶ್ವ ಚಾಂಪಿಯನ್‌ಶಿಪ್‌ನಲ್ಲಿ ಕಂಚಿನ ಪದಕ ಗೆದ್ದಿದ್ದ ಸಾತ್ವಿಕ್-ಚಿರಾಗ್ ಜೋಡಿ ಉತ್ತಮ ಫಾರ್ಮ್‌ನಲ್ಲಿದೆ. ಹಾಂಕಾಂಗ್ ಓಪನ್‌ನಲ್ಲಿ ರನ್ನರ್ ಅಪ್ ಆಗಿದ್ದ ಈ ಜೋಡಿ ಪ್ರಸ್ತುತ ಋತುವಿನಲ್ಲಿ ಸತತ ಸೆಮಿಫೈನಲ್ ತಲುಪುತ್ತಿದೆ. ಕೊನೆಯ ಪಂದ್ಯದಲ್ಲಿ 21–14 ರಿಂದ ಗೆದ್ದ ಭಾರತ ಜೋಡಿ ಸಂಭ್ರಮಿಸಿತು. [983,1056,1217,1324]
crossword-cell-number: 14 [1061,2258,1074,2269]
crossword-cell[interactable] [1059,2256,1097,2295]
registration-marks [0,2352,1542,2371]
wrestling-headline: ಕುಸ್ತಿ: ಅಂತಿಮ್ ಪಂಗಲ್‌ಗೆ ಕಂಚಿನ ಪದಕ [46,1950,591,1998]
crossword-cell-number: 7 [796,2144,802,2155]
mid-clue: 2.ಮಹಾಭಾರತ [1106,2101,1160,2113]
crossword-cell[interactable] [907,2256,945,2295]
across-clue: 10.ನೀಲಿ (3) [1229,2054,1281,2067]
brief-shooting-dateline: ಭೋಪಾಲ್: [49,992,96,1006]
crossword-grid [791,2027,1098,2334]
brief-shooting-title: ಶೂಟಿಂಗ್: ಅಗ್ರಸ್ಥಾನಕ್ಕೆ ಮಾನಿನಿ ಕೌಶಿಕ್ [95,772,296,825]
schedule-row: ಸೆಪ್ಟೆಂಬರ್ 26: ಭಾರತ vs ಶ್ರೀಲಂಕಾ - ದುಬೈ [637,1514,865,1531]
brand-logo-icon [1178,58,1210,91]
crossword-block [983,2256,1021,2295]
crossword-letter-box: ಧ [992,1953,1032,1993]
crossword-cell-number: 8 [872,2144,878,2155]
lead-photo-caption: 27 ರನ್ ಗಳಿಸಿದರು. ಕೆಳಕ್ರಮಾಂಕದಲ್ಲಿ ಹೆಚ್ಚಿನ ಕೊಡುಗೆ ಬರಲಿಲ್ಲ. ಒಂದು ಕ್ರೀಜ್‌ನಲ್ಲಿ ಗಟ್ಟಿಯಾಗಿ ನಿಂತುಕೊಂಡು ಸಂಜು ಸ್ಯಾಮ್ಸನ್ 56 ರನ್ ಗಳಿಸಿ ತಂಡದ ಮೊತ್ತ ಹಿಗ್ಗಲು ಕಾರಣರಾದರು. ಬ್ಯಾಟಿಂಗ್ ವಿಭಾಗಕ್ಕೆ ಭಾರೀ ಅಭ್ಯಾಸ: ಕಳೆದ ಎರಡು ಪಂದ್ಯಗಳಲ್ಲಿ ಕಾಣಿಸಿಕೊಳ್ಳದ ಆಟಗಾರರು ಹೆಚ್ಚಾಗಿ [644,706,1212,735]
crossword-number: 5750 [1104,1952,1219,1995]
masthead-underline [46,132,1497,134]
crossword-letter-box: ಪ [840,1953,880,1993]
mid-clue: 5.ಸುದರ್ಶನ [1106,2154,1150,2166]
wrestling-col2: ಎಂದು ನಾನು ಭಾವಿಸಿದೆ. ಅವರ ನಂತರ ಸೆಮಿಫೈನಲ್‌ನಲ್ಲಿ ನಾನು ಸೋತೆ. ಆದರೆ ಕಂಚಿನ ಪದಕದ ಪಂದ್ಯದಲ್ಲಿ ಹೆಚ್ಚಿನ ಆತ್ಮವಿಶ್ವಾಸದೊಂದಿಗೆ ಆಡಿದೆ ಎಂದು ಹೇಳಿದರು. ಪಂಗಲ್ ದಾಖಲೆ: ಇದರೊಂದಿಗೆ ಪಂಗಲ್ ಎರಡು ವಿಶ್ವ ಚಾಂಪಿಯನ್‌ಶಿಪ್ ಪದಕ ಗೆದ್ದ ಭಾರತದ ಮೂರನೇ ಮಹಿಳಾ ಕುಸ್ತಿಪಟು ಎನಿಸಿದರು. ವಿನೇಶ್ ಫೋಗಟ್ ಮತ್ತು ಗೀತಾ ಫೋಗಟ್ ಈ ಸಾಧನೆ ಮಾಡಿದ್ದರು. ಅವರು 2023ರಲ್ಲಿ ಏಷ್ಯನ್ ಗೇಮ್ಸ್‌ನಲ್ಲಿ ಕಂಚು ಗೆದ್ದಿದ್ದರು. ಈ ಸಾಧನೆ ಅವರ ವೃತ್ತಿಜೀವನದಲ್ಲಿ ಮೈಲಿಗಲ್ಲು ಎನಿಸಿದೆ. 28 ಪಂಗಲ್ ಈ ದಾಖಲೆಯೊಂದಿಗೆ 21 ವರ್ಷದೊಳಗಿನ ವಿಭಾಗದಲ್ಲೂ ಮಿಂಚಿದ್ದರು. [525,2015,783,2140]
crossword-cell[interactable] [1059,2067,1097,2105]
section-title: ಕ್ರೀಡೆ [599,55,682,118]
brief-shooting-body: ಇಲ್ಲಿ ನಡೆಯುತ್ತಿರುವ ರಾಷ್ಟ್ರೀಯ ಶೂಟಿಂಗ್ ಆಯ್ಕೆ ಟ್ರಯಲ್ಸ್‌ನಲ್ಲಿ ಮಾನಿನಿ ಕೌಶಿಕ್, ಆಯುಷಿ ಪೋದ್ದಾರ್ ಅವರನ್ನು 0.8 ಅಂಕಗಳಿಂದ ಹಿಂದಿಕ್ಕಿ ಅಗ್ರಸ್ಥಾನ ಪಡೆದರು. ಮಹಿಳೆಯರ 50 ಮೀ. ರೈಫಲ್ 3 ಪೊಸಿಷನ್ಸ್ ಸ್ಪರ್ಧೆಯಲ್ಲಿ ಮಾನಿನಿ 463.6 ಅಂಕ ಗಳಿಸಿದರು. ಆಯುಷಿ ದ್ವಿತೀಯ ಸ್ಥಾನಿಯಾದರೆ, ಆಶಿ ಚೌಕ್ಸಿ ಮೂರನೇ ಸ್ಥಾನ ಪಡೆದರು. ಪುರುಷರ ವಿಭಾಗದಲ್ಲಿ ಒಲಿಂಪಿಕ್ ಪದಕ ವಿಜೇತ ಸ್ವಪ್ನಿಲ್ ಕುಸಾಳೆ 464.8 ಅಂಕಗಳಿಂದ ಅಗ್ರಸ್ಥಾನ ಪಡೆದರು. ಐಶ್ವರಿ ಪ್ರತಾಪ್ ಸಿಂಗ್ ತೋಮರ್ ಎರಡನೇ ಸ್ಥಾನಕ್ಕೆ ತೃಪ್ತಿಪಟ್ಟರು. ನೀರಜ್ ಕುಮಾರ್ ಮೂರನೇ ಸ್ಥಾನ ಪಡೆದರು. ಜೂನಿಯರ್ ವಿಭಾಗದಲ್ಲಿ ಹರ್ಷದಾ ನಿಥವೆ ಮೊದಲ ಸ್ಥಾನ ಗಳಿಸಿದರು. ಮುಂದಿನ ಹಂತದ ಟ್ರಯಲ್ಸ್ ಅಕ್ಟೋಬರ್‌ನಲ್ಲಿ ನಡೆಯಲಿದೆ. [49,992,314,1175]
down-clue: 11.ಕೈ (3) [1229,2288,1272,2300]
